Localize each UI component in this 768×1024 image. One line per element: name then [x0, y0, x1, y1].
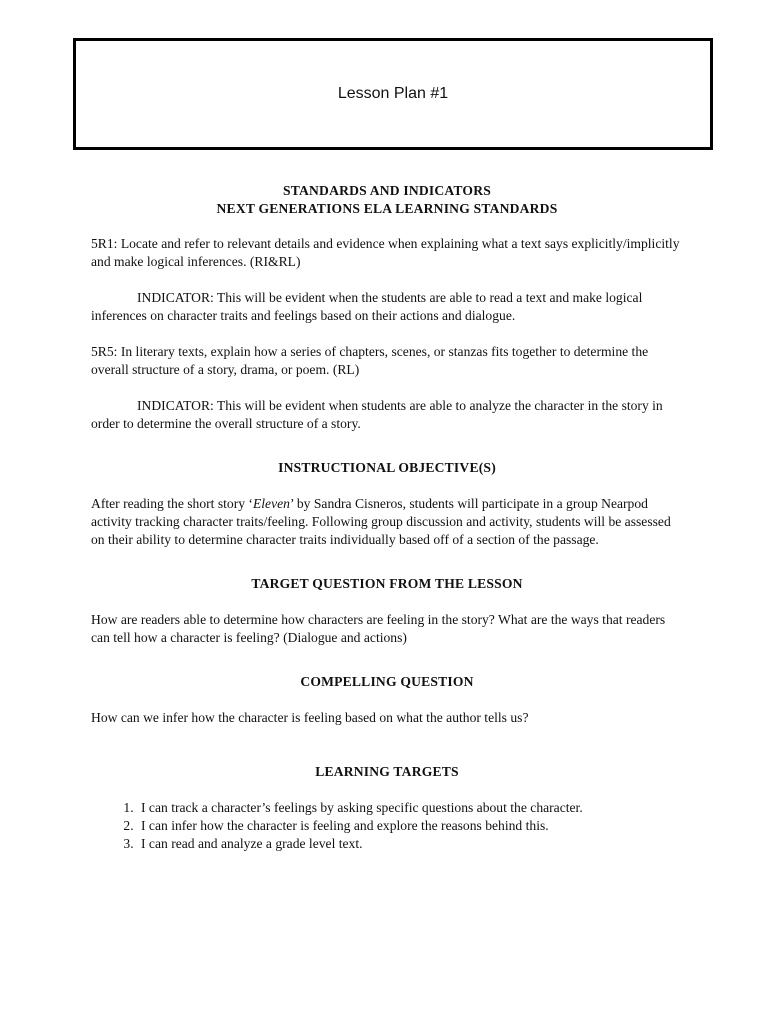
learning-targets-heading: LEARNING TARGETS	[315, 764, 459, 779]
target-question-text: How are readers able to determine how characters are feeling in the story? What are the ways that readers can tell how a character is feeling? (Dialogue and actions)	[91, 612, 666, 645]
story-title: Eleven	[252, 496, 290, 511]
objective-text-before: After reading the short story ‘	[91, 496, 253, 511]
learning-targets-list	[91, 799, 683, 853]
learning-target-item: 1. I can track a character’s feelings by asking specific questions about the character.	[137, 799, 683, 817]
compelling-question-heading: COMPELLING QUESTION	[300, 674, 474, 689]
ela-standards-heading: NEXT GENERATIONS ELA LEARNING STANDARDS	[216, 201, 558, 216]
standard-5r5: 5R5: In literary texts, explain how a series of chapters, scenes, or stanzas fits together to determine the overall structure of a story, drama, or poem. (RL)	[91, 344, 649, 377]
learning-target-item: 3. I can read and analyze a grade level text.	[137, 835, 683, 853]
lesson-title: Lesson Plan #1	[337, 85, 449, 102]
indicator-5r1: INDICATOR: This will be evident when the students are able to read a text and make logical inferences on character traits and feelings based on their actions and dialogue.	[91, 290, 643, 323]
standards-heading: STANDARDS AND INDICATORS	[283, 183, 491, 198]
indicator-5r5: INDICATOR: This will be evident when students are able to analyze the character in the story in order to determine the overall structure of a story.	[91, 398, 663, 431]
document-body	[91, 182, 683, 853]
compelling-question-text: How can we infer how the character is feeling based on what the author tells us?	[91, 710, 529, 725]
standard-5r1: 5R1: Locate and refer to relevant details and evidence when explaining what a text says explicitly/implicitly and make logical inferences. (RI&RL)	[91, 236, 680, 269]
target-question-heading: TARGET QUESTION FROM THE LESSON	[251, 576, 523, 591]
learning-target-item: 2. I can infer how the character is feeling and explore the reasons behind this.	[137, 817, 683, 835]
objective-text	[91, 495, 683, 549]
lesson-title-box	[73, 38, 713, 150]
objective-text-after: ’ by Sandra Cisneros, students will participate in a group Nearpod activity tracking character traits/feeling. Following group discussion and activity, students will be assessed on their ability to determine character traits individually based off of a section of the passage.	[91, 496, 671, 547]
objective-heading: INSTRUCTIONAL OBJECTIVE(S)	[278, 460, 496, 475]
